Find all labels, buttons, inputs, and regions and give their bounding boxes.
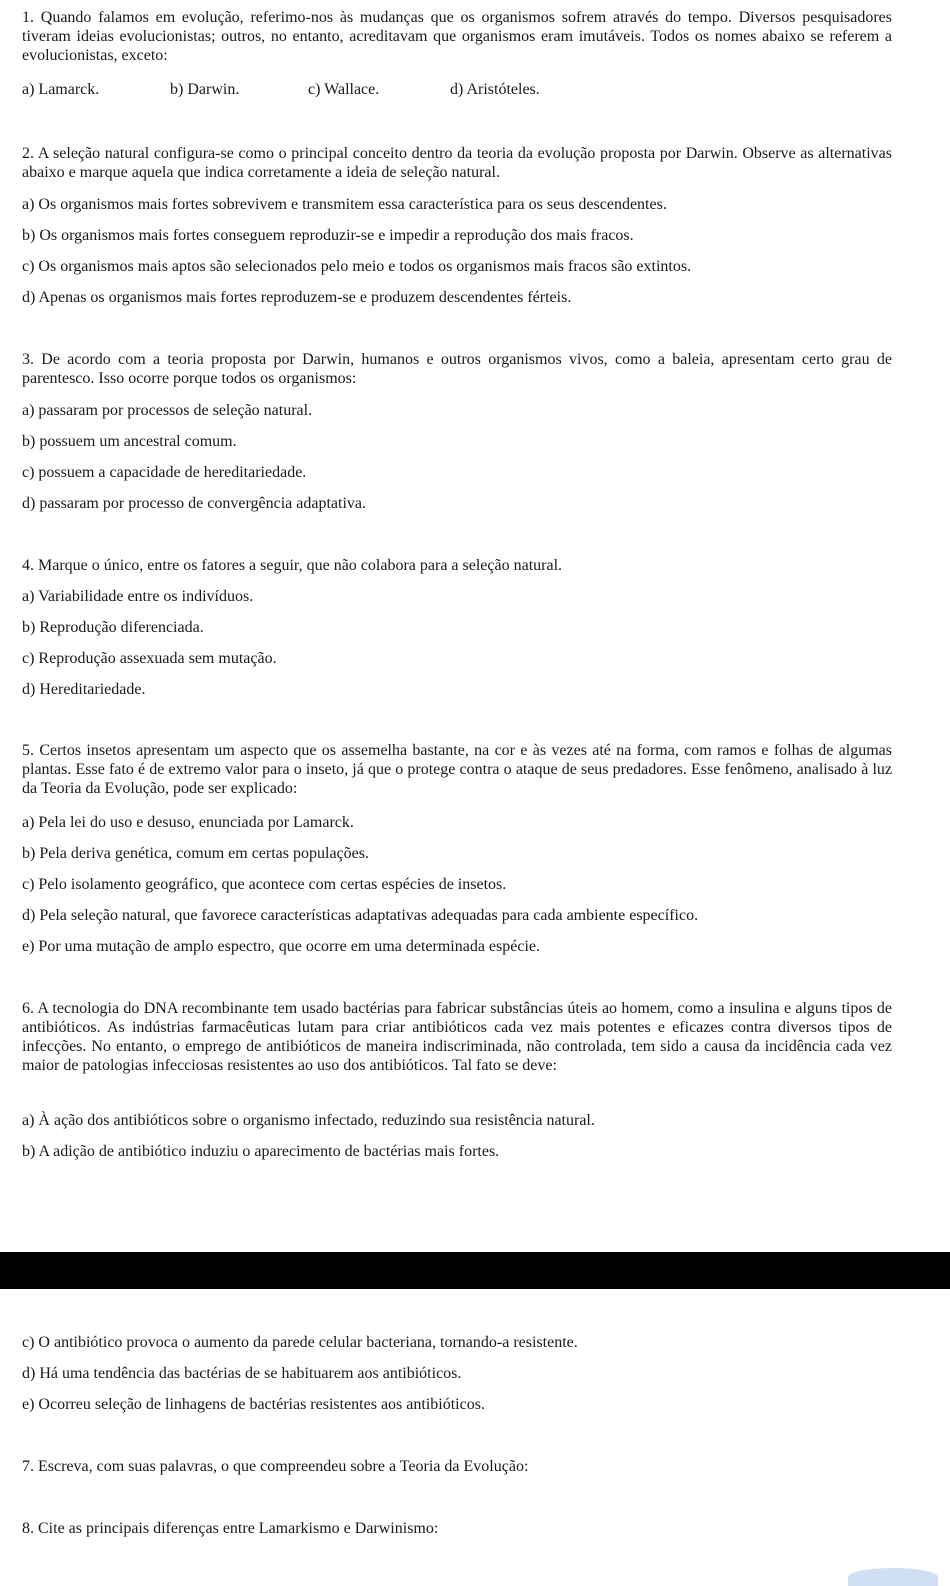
- question-5-stem: 5. Certos insetos apresentam um aspecto que os assemelha bastante, na cor e às vezes até na forma, com ramos e folhas de algumas plantas. Esse fato é de extremo valor para o inseto, já que o protege contra o ataque de seus predadores. Esse fenômeno, analisado à luz da Teoria da Evolução, pode ser explicado:: [22, 742, 892, 797]
- question-3-option-c: c) possuem a capacidade de hereditariedade.: [22, 464, 307, 481]
- question-2-option-a: a) Os organismos mais fortes sobrevivem e transmitem essa característica para os seus descendentes.: [22, 196, 667, 213]
- question-3-option-d: d) passaram por processo de convergência adaptativa.: [22, 495, 367, 512]
- question-6-option-e: e) Ocorreu seleção de linhagens de bactérias resistentes aos antibióticos.: [22, 1396, 485, 1413]
- question-5-option-a: a) Pela lei do uso e desuso, enunciada por Lamarck.: [22, 814, 354, 831]
- question-4-option-d: d) Hereditariedade.: [22, 681, 146, 698]
- question-8-stem: 8. Cite as principais diferenças entre Lamarkismo e Darwinismo:: [22, 1520, 439, 1537]
- question-1-option-a: a) Lamarck.: [22, 81, 100, 98]
- question-4-option-a: a) Variabilidade entre os indivíduos.: [22, 588, 254, 605]
- question-5-option-d: d) Pela seleção natural, que favorece características adaptativas adequadas para cada ambiente específico.: [22, 907, 699, 924]
- question-5-option-e: e) Por uma mutação de amplo espectro, que ocorre em uma determinada espécie.: [22, 938, 540, 955]
- question-4-option-c: c) Reprodução assexuada sem mutação.: [22, 650, 277, 667]
- question-6-option-c: c) O antibiótico provoca o aumento da parede celular bacteriana, tornando-a resistente.: [22, 1334, 578, 1351]
- question-6-option-a: a) À ação dos antibióticos sobre o organismo infectado, reduzindo sua resistência natural.: [22, 1112, 595, 1129]
- question-2-option-b: b) Os organismos mais fortes conseguem reproduzir-se e impedir a reprodução dos mais fracos.: [22, 227, 634, 244]
- question-5-option-c: c) Pelo isolamento geográfico, que acontece com certas espécies de insetos.: [22, 876, 507, 893]
- question-6-option-b: b) A adição de antibiótico induziu o aparecimento de bactérias mais fortes.: [22, 1143, 500, 1160]
- question-6-stem: 6. A tecnologia do DNA recombinante tem usado bactérias para fabricar substâncias úteis ao homem, como a insulina e alguns tipos de antibióticos. As indústrias farmacêuticas lutam para criar antibióticos cada vez mais potentes e eficazes contra diversos tipos de infecções. No entanto, o emprego de antibióticos de maneira indiscriminada, não controlada, tem sido a causa da incidência cada vez maior de patologias infecciosas resistentes ao uso dos antibióticos. Tal fato se deve:: [22, 1000, 892, 1074]
- question-2-option-c: c) Os organismos mais aptos são selecionados pelo meio e todos os organismos mais fracos são extintos.: [22, 258, 692, 275]
- question-4-option-b: b) Reprodução diferenciada.: [22, 619, 204, 636]
- question-6-option-d: d) Há uma tendência das bactérias de se habituarem aos antibióticos.: [22, 1365, 462, 1382]
- question-5-option-b: b) Pela deriva genética, comum em certas populações.: [22, 845, 369, 862]
- question-1-stem: 1. Quando falamos em evolução, referimo-nos às mudanças que os organismos sofrem através do tempo. Diversos pesquisadores tiveram ideias evolucionistas; outros, no entanto, acreditavam que organismos eram imutáveis. Todos os nomes abaixo se referem a evolucionistas, exceto:: [22, 9, 892, 64]
- question-2-stem: 2. A seleção natural configura-se como o principal conceito dentro da teoria da evolução proposta por Darwin. Observe as alternativas abaixo e marque aquela que indica corretamente a ideia de seleção natural.: [22, 145, 892, 181]
- question-3-stem: 3. De acordo com a teoria proposta por Darwin, humanos e outros organismos vivos, como a baleia, apresentam certo grau de parentesco. Isso ocorre porque todos os organismos:: [22, 351, 892, 387]
- question-7-stem: 7. Escreva, com suas palavras, o que compreendeu sobre a Teoria da Evolução:: [22, 1458, 529, 1475]
- question-1-option-d: d) Aristóteles.: [450, 81, 540, 98]
- question-1-option-b: b) Darwin.: [170, 81, 240, 98]
- corner-overlay: [848, 1568, 938, 1586]
- question-3-option-b: b) possuem um ancestral comum.: [22, 433, 237, 450]
- question-4-stem: 4. Marque o único, entre os fatores a seguir, que não colabora para a seleção natural.: [22, 557, 563, 574]
- redaction-bar: [0, 1252, 950, 1289]
- question-1-option-c: c) Wallace.: [308, 81, 380, 98]
- question-3-option-a: a) passaram por processos de seleção natural.: [22, 402, 313, 419]
- question-2-option-d: d) Apenas os organismos mais fortes reproduzem-se e produzem descendentes férteis.: [22, 289, 572, 306]
